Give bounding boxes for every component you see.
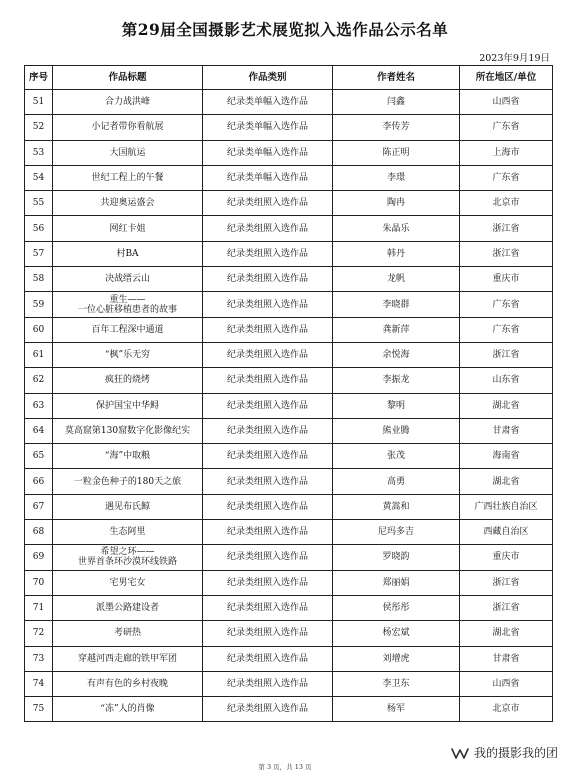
cell-author: 李晓群 bbox=[333, 292, 460, 317]
cell-index: 69 bbox=[25, 545, 53, 570]
table-row bbox=[25, 621, 553, 646]
table-row bbox=[25, 545, 553, 570]
table-row bbox=[25, 646, 553, 671]
cell-region: 甘肃省 bbox=[460, 418, 553, 443]
cell-title: 遇见布氏鲸 bbox=[53, 494, 203, 519]
cell-region: 湖北省 bbox=[460, 469, 553, 494]
cell-title: 有声有色的乡村夜晚 bbox=[53, 671, 203, 696]
cell-region: 山东省 bbox=[460, 368, 553, 393]
col-header-category: 作品类别 bbox=[203, 66, 333, 90]
cell-title: 重生—— 一位心脏移植患者的故事 bbox=[53, 292, 203, 317]
table-row bbox=[25, 595, 553, 620]
cell-category: 纪录类组照入选作品 bbox=[203, 393, 333, 418]
cell-category: 纪录类单幅入选作品 bbox=[203, 140, 333, 165]
cell-category: 纪录类组照入选作品 bbox=[203, 292, 333, 317]
cell-author: 高勇 bbox=[333, 469, 460, 494]
col-header-author: 作者姓名 bbox=[333, 66, 460, 90]
cell-region: 湖北省 bbox=[460, 621, 553, 646]
table-row bbox=[25, 570, 553, 595]
cell-region: 广西壮族自治区 bbox=[460, 494, 553, 519]
cell-author: 李卫东 bbox=[333, 671, 460, 696]
cell-author: 杨军 bbox=[333, 697, 460, 722]
cell-author: 张茂 bbox=[333, 444, 460, 469]
cell-index: 51 bbox=[25, 90, 53, 115]
table-row bbox=[25, 292, 553, 317]
cell-index: 52 bbox=[25, 115, 53, 140]
table-row bbox=[25, 418, 553, 443]
cell-index: 65 bbox=[25, 444, 53, 469]
cell-category: 纪录类组照入选作品 bbox=[203, 621, 333, 646]
cell-index: 72 bbox=[25, 621, 53, 646]
cell-author: 龙帆 bbox=[333, 267, 460, 292]
cell-category: 纪录类组照入选作品 bbox=[203, 671, 333, 696]
cell-title: 共迎奥运盛会 bbox=[53, 191, 203, 216]
cell-region: 广东省 bbox=[460, 165, 553, 190]
cell-index: 74 bbox=[25, 671, 53, 696]
cell-region: 山西省 bbox=[460, 90, 553, 115]
watermark bbox=[450, 744, 558, 761]
cell-index: 68 bbox=[25, 520, 53, 545]
cell-title: “冻”人的肖像 bbox=[53, 697, 203, 722]
cell-index: 61 bbox=[25, 342, 53, 367]
cell-category: 纪录类组照入选作品 bbox=[203, 520, 333, 545]
table-row bbox=[25, 267, 553, 292]
cell-region: 西藏自治区 bbox=[460, 520, 553, 545]
cell-author: 杨宏斌 bbox=[333, 621, 460, 646]
table-row bbox=[25, 444, 553, 469]
cell-region: 甘肃省 bbox=[460, 646, 553, 671]
cell-title: 小记者带你看航展 bbox=[53, 115, 203, 140]
cell-region: 浙江省 bbox=[460, 216, 553, 241]
cell-title: 疯狂的烧烤 bbox=[53, 368, 203, 393]
cell-title: 希望之环—— 世界首条环沙漠环线铁路 bbox=[53, 545, 203, 570]
cell-author: 罗晓韵 bbox=[333, 545, 460, 570]
table-row bbox=[25, 165, 553, 190]
cell-category: 纪录类组照入选作品 bbox=[203, 570, 333, 595]
table-row bbox=[25, 216, 553, 241]
cell-category: 纪录类组照入选作品 bbox=[203, 267, 333, 292]
page-number: 第 3 页，共 13 页 bbox=[258, 763, 312, 771]
table-row bbox=[25, 671, 553, 696]
cell-region: 山西省 bbox=[460, 671, 553, 696]
cell-author: 熊业腾 bbox=[333, 418, 460, 443]
cell-author: 陈正明 bbox=[333, 140, 460, 165]
cell-title: 大国航运 bbox=[53, 140, 203, 165]
cell-title: 保护国宝中华鲟 bbox=[53, 393, 203, 418]
cell-title: 网红卡姐 bbox=[53, 216, 203, 241]
cell-author: 李璟 bbox=[333, 165, 460, 190]
cell-title: 穿越河西走廊的铁甲军团 bbox=[53, 646, 203, 671]
cell-author: 韩丹 bbox=[333, 241, 460, 266]
cell-region: 湖北省 bbox=[460, 393, 553, 418]
cell-index: 63 bbox=[25, 393, 53, 418]
cell-author: 侯彤彤 bbox=[333, 595, 460, 620]
table-row bbox=[25, 342, 553, 367]
cell-title: 一粒金色种子的180天之旅 bbox=[53, 469, 203, 494]
cell-author: 郑丽娟 bbox=[333, 570, 460, 595]
cell-author: 李振龙 bbox=[333, 368, 460, 393]
cell-title: 莫高窟第130窟数字化影像纪实 bbox=[53, 418, 203, 443]
cell-index: 75 bbox=[25, 697, 53, 722]
cell-index: 66 bbox=[25, 469, 53, 494]
table-row bbox=[25, 317, 553, 342]
table-row bbox=[25, 140, 553, 165]
cell-title: 考研热 bbox=[53, 621, 203, 646]
table-header-row bbox=[25, 66, 553, 90]
table-row bbox=[25, 90, 553, 115]
cell-category: 纪录类组照入选作品 bbox=[203, 342, 333, 367]
page-title: 第29届全国摄影艺术展览拟入选作品公示名单 bbox=[121, 20, 449, 39]
cell-author: 龚新萍 bbox=[333, 317, 460, 342]
cell-region: 重庆市 bbox=[460, 267, 553, 292]
cell-category: 纪录类组照入选作品 bbox=[203, 241, 333, 266]
cell-author: 余悦海 bbox=[333, 342, 460, 367]
cell-category: 纪录类组照入选作品 bbox=[203, 545, 333, 570]
col-header-title: 作品标题 bbox=[53, 66, 203, 90]
cell-category: 纪录类单幅入选作品 bbox=[203, 90, 333, 115]
cell-category: 纪录类组照入选作品 bbox=[203, 216, 333, 241]
cell-category: 纪录类组照入选作品 bbox=[203, 697, 333, 722]
table-row bbox=[25, 494, 553, 519]
cell-index: 54 bbox=[25, 165, 53, 190]
cell-index: 53 bbox=[25, 140, 53, 165]
nominee-table bbox=[24, 65, 553, 722]
cell-author: 朱晶乐 bbox=[333, 216, 460, 241]
cell-title: “枫”乐无穷 bbox=[53, 342, 203, 367]
cell-category: 纪录类组照入选作品 bbox=[203, 317, 333, 342]
cell-title: 生态阿里 bbox=[53, 520, 203, 545]
cell-region: 北京市 bbox=[460, 191, 553, 216]
cell-title: “海”中取粮 bbox=[53, 444, 203, 469]
cell-index: 62 bbox=[25, 368, 53, 393]
cell-author: 李传芳 bbox=[333, 115, 460, 140]
cell-index: 71 bbox=[25, 595, 53, 620]
table-row bbox=[25, 191, 553, 216]
col-header-region: 所在地区/单位 bbox=[460, 66, 553, 90]
cell-region: 上海市 bbox=[460, 140, 553, 165]
cell-index: 64 bbox=[25, 418, 53, 443]
cell-category: 纪录类组照入选作品 bbox=[203, 469, 333, 494]
table-row bbox=[25, 697, 553, 722]
table-row bbox=[25, 368, 553, 393]
cell-author: 闫鑫 bbox=[333, 90, 460, 115]
cell-index: 59 bbox=[25, 292, 53, 317]
cell-region: 重庆市 bbox=[460, 545, 553, 570]
cell-index: 57 bbox=[25, 241, 53, 266]
publish-date: 2023年9月19日 bbox=[479, 53, 550, 64]
cell-index: 60 bbox=[25, 317, 53, 342]
cell-region: 广东省 bbox=[460, 292, 553, 317]
table-row bbox=[25, 520, 553, 545]
cell-region: 海南省 bbox=[460, 444, 553, 469]
cell-category: 纪录类组照入选作品 bbox=[203, 191, 333, 216]
cell-author: 刘增虎 bbox=[333, 646, 460, 671]
cell-title: 决战缙云山 bbox=[53, 267, 203, 292]
cell-title: 派墨公路建设者 bbox=[53, 595, 203, 620]
cell-category: 纪录类组照入选作品 bbox=[203, 368, 333, 393]
cell-region: 广东省 bbox=[460, 115, 553, 140]
cell-author: 黎明 bbox=[333, 393, 460, 418]
cell-index: 67 bbox=[25, 494, 53, 519]
cell-category: 纪录类组照入选作品 bbox=[203, 595, 333, 620]
cell-category: 纪录类单幅入选作品 bbox=[203, 165, 333, 190]
table-row bbox=[25, 469, 553, 494]
cell-index: 73 bbox=[25, 646, 53, 671]
table-row bbox=[25, 241, 553, 266]
cell-region: 浙江省 bbox=[460, 595, 553, 620]
cell-title: 宅男宅女 bbox=[53, 570, 203, 595]
cell-index: 70 bbox=[25, 570, 53, 595]
cell-category: 纪录类单幅入选作品 bbox=[203, 115, 333, 140]
cell-index: 56 bbox=[25, 216, 53, 241]
cell-title: 合力战洪峰 bbox=[53, 90, 203, 115]
table-row bbox=[25, 115, 553, 140]
cell-region: 浙江省 bbox=[460, 241, 553, 266]
wechat-channel-icon bbox=[450, 746, 470, 760]
cell-author: 陶冉 bbox=[333, 191, 460, 216]
cell-region: 浙江省 bbox=[460, 342, 553, 367]
cell-category: 纪录类组照入选作品 bbox=[203, 494, 333, 519]
cell-title: 世纪工程上的午餐 bbox=[53, 165, 203, 190]
cell-category: 纪录类组照入选作品 bbox=[203, 418, 333, 443]
cell-category: 纪录类组照入选作品 bbox=[203, 444, 333, 469]
cell-title: 村BA bbox=[53, 241, 203, 266]
cell-author: 黄嵩和 bbox=[333, 494, 460, 519]
cell-region: 北京市 bbox=[460, 697, 553, 722]
col-header-index: 序号 bbox=[25, 66, 53, 90]
cell-region: 浙江省 bbox=[460, 570, 553, 595]
cell-author: 尼玛多吉 bbox=[333, 520, 460, 545]
cell-title: 百年工程深中通道 bbox=[53, 317, 203, 342]
cell-region: 广东省 bbox=[460, 317, 553, 342]
cell-category: 纪录类组照入选作品 bbox=[203, 646, 333, 671]
cell-index: 58 bbox=[25, 267, 53, 292]
table-row bbox=[25, 393, 553, 418]
cell-index: 55 bbox=[25, 191, 53, 216]
watermark-text: 我的摄影我的团 bbox=[473, 746, 558, 760]
